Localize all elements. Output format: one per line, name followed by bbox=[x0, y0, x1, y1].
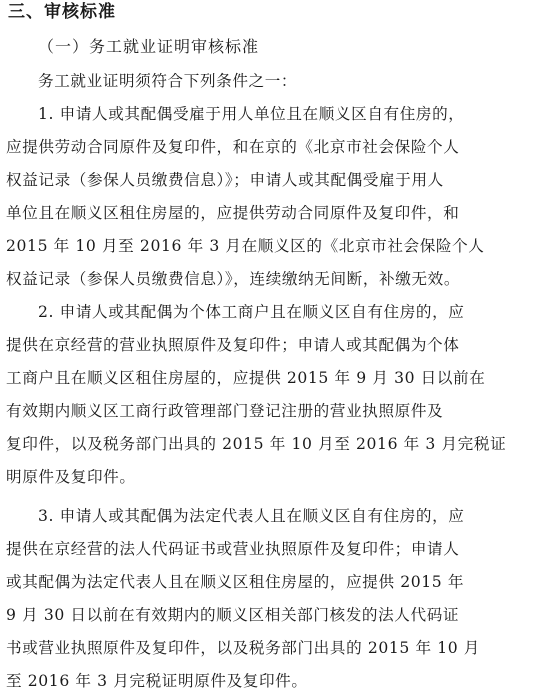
paragraph-3-line-2: 提供在京经营的法人代码证书或营业执照原件及复印件；申请人 bbox=[6, 540, 460, 558]
subsection-title: （一）务工就业证明审核标准 bbox=[38, 37, 260, 56]
paragraph-3-line-3: 或其配偶为法定代表人且在顺义区租住房屋的，应提供 2015 年 bbox=[6, 573, 465, 591]
paragraph-3-line-6: 至 2016 年 3 月完税证明原件及复印件。 bbox=[6, 672, 308, 690]
paragraph-2-line-3: 工商户且在顺义区租住房屋的，应提供 2015 年 9 月 30 日以前在 bbox=[6, 369, 486, 387]
intro-line: 务工就业证明须符合下列条件之一： bbox=[38, 72, 298, 90]
paragraph-1-line-1: 1. 申请人或其配偶受雇于用人单位且在顺义区自有住房的， bbox=[38, 105, 465, 123]
paragraph-3-line-1: 3. 申请人或其配偶为法定代表人且在顺义区自有住房的，应 bbox=[38, 507, 465, 525]
paragraph-1-line-6: 权益记录（参保人员缴费信息）》，连续缴纳无间断，补缴无效。 bbox=[6, 270, 461, 288]
paragraph-3-line-5: 书或营业执照原件及复印件，以及税务部门出具的 2015 年 10 月 bbox=[6, 639, 481, 657]
paragraph-1-line-3: 权益记录（参保人员缴费信息）》；申请人或其配偶受雇于用人 bbox=[6, 171, 444, 189]
paragraph-3-line-4: 9 月 30 日以前在有效期内的顺义区相关部门核发的法人代码证 bbox=[6, 606, 460, 624]
paragraph-1-line-4: 单位且在顺义区租住房屋的，应提供劳动合同原件及复印件，和 bbox=[6, 204, 460, 222]
paragraph-2-line-5: 复印件，以及税务部门出具的 2015 年 10 月至 2016 年 3 月完税证 bbox=[6, 435, 507, 453]
paragraph-2-line-4: 有效期内顺义区工商行政管理部门登记注册的营业执照原件及 bbox=[6, 402, 444, 420]
paragraph-1-line-2: 应提供劳动合同原件及复印件，和在京的《北京市社会保险个人 bbox=[6, 138, 460, 156]
paragraph-2-line-6: 明原件及复印件。 bbox=[6, 468, 136, 486]
section-title: 三、审核标准 bbox=[8, 2, 116, 22]
paragraph-1-line-5: 2015 年 10 月至 2016 年 3 月在顺义区的《北京市社会保险个人 bbox=[6, 237, 485, 255]
paragraph-2-line-2: 提供在京经营的营业执照原件及复印件；申请人或其配偶为个体 bbox=[6, 336, 460, 354]
paragraph-2-line-1: 2. 申请人或其配偶为个体工商户且在顺义区自有住房的，应 bbox=[38, 303, 465, 321]
